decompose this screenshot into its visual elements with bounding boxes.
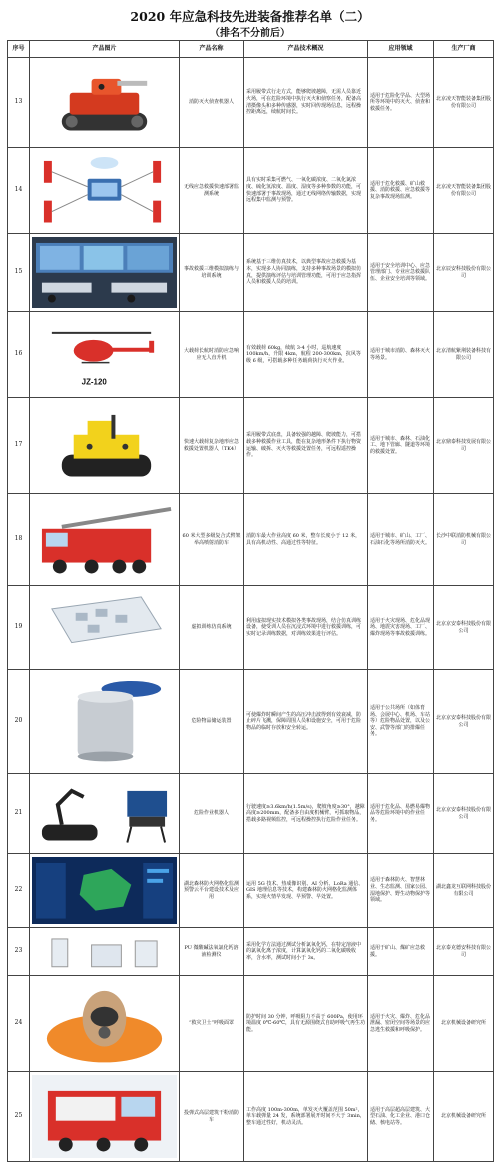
product-tech: 系统基于三维仿真技术，以典型事故应急救援为基本，实现多人协同演练，支持多种事故场景的模拟仿真，提供演练评估与培训管理功能，可用于应急指挥人员和救援人员的培训。	[244, 234, 368, 312]
document-title: 2020 年应急科技先进装备推荐名单（二）	[130, 9, 370, 24]
product-field: 适用于危险化学品、大型场所等环境中的灭火、侦查和救援任务。	[368, 58, 434, 148]
product-name: 事故救援三维模拟演练与培训系统	[180, 234, 244, 312]
product-field: 适用于危化救援、矿山救援、消防救援、应急救援等复杂事故现场监测。	[368, 148, 434, 234]
product-field: 适用于危化品、易燃易爆物品等危险环境中的作业任务。	[368, 774, 434, 854]
header-image: 产品图片	[30, 41, 180, 58]
product-image	[30, 976, 180, 1072]
helicopter-image	[32, 315, 177, 394]
product-maker: 北京鼎泰科技发展有限公司	[434, 398, 494, 494]
product-tech: 具有实时采集可燃气、一氧化碳浓度、二氧化氮浓度、硫化氢浓度、温度、湿度等多种参数的功能，可快速部署于事故现场，通过无线网络传输数据，实现远程集中监测与预警。	[244, 148, 368, 234]
product-image	[30, 398, 180, 494]
product-image	[30, 586, 180, 670]
fire-robot-image	[32, 61, 177, 144]
product-tech: 采用履带式行走方式，能够爬坡越障，无需人员靠近火场，可在危险环境中执行灭火和侦察任务，配备高清摄像头和多种传感器，实时回传现场信息，远程操控距离远，续航时间长。	[244, 58, 368, 148]
product-tech: 运用 5G 技术、热成像识别、AI 分析、LoRa 通信、GIS 地理信息等技术，构建森林防火网格化监测体系，实现火情早发现、早预警、早处置。	[244, 854, 368, 928]
product-field: 适用于火灾现场、危化品现场、地震灾害现场、工厂、爆炸现场等事故救援训练。	[368, 586, 434, 670]
row-number: 17	[8, 398, 30, 494]
product-field: 适用于火灾、爆炸、危化品泄漏、密闭空间等场景的应急逃生救援和呼吸保护。	[368, 976, 434, 1072]
document-subtitle: （排名不分前后）	[210, 28, 290, 39]
table-header-row	[8, 41, 494, 58]
row-number: 25	[8, 1072, 30, 1162]
product-image	[30, 670, 180, 774]
product-maker: 北京机械设备研究所	[434, 976, 494, 1072]
table-row	[8, 928, 494, 976]
product-maker: 北京京安泰科技股份有限公司	[434, 670, 494, 774]
row-number: 23	[8, 928, 30, 976]
product-tech: 利用虚拟现实技术模拟各类事故现场，结合仿真训练设备，使受训人员在沉浸式环境中进行救援训练，可实时记录训练数据，对训练效果进行评估。	[244, 586, 368, 670]
row-number: 24	[8, 976, 30, 1072]
product-field: 适用于安全培训中心、应急管理部门、专业应急救援队伍、企业安全培训等领域。	[368, 234, 434, 312]
table-row	[8, 854, 494, 928]
product-image	[30, 312, 180, 398]
product-field: 适用于矿山、煤矿应急救援。	[368, 928, 434, 976]
hazard-robot-image	[32, 777, 177, 850]
row-number: 13	[8, 58, 30, 148]
product-image	[30, 494, 180, 586]
breathing-mask-image	[32, 979, 177, 1068]
product-maker: 湖北鑫龙互联网科技股份有限公司	[434, 854, 494, 928]
table-row	[8, 1072, 494, 1162]
svg-text:JZ-120: JZ-120	[81, 377, 107, 387]
product-name: 虚拟训练仿真系统	[180, 586, 244, 670]
product-tech: 采用化学方法通过测试分析氯氧化钙，在特定溶液中的氯氧化离子浓度，计算氯氧化钙的二氧化碳吸收率，含水率，测试时间小于 3s。	[244, 928, 368, 976]
product-name: 危险作业机器人	[180, 774, 244, 854]
table-row	[8, 234, 494, 312]
product-name: 快速大载荷复杂地形应急救援处置机器人（TK4）	[180, 398, 244, 494]
product-image	[30, 1072, 180, 1162]
row-number: 14	[8, 148, 30, 234]
row-number: 22	[8, 854, 30, 928]
product-maker: 北京泰克德安科技有限公司	[434, 928, 494, 976]
product-maker: 北京京安泰科技股份有限公司	[434, 586, 494, 670]
table-row	[8, 586, 494, 670]
product-tech: 工作高度 100m-300m，单发灭火覆盖范围 50m²，单车载弹量 24 发，系统部署展开时间不大于 3min，整车通过性好，机动灵活。	[244, 1072, 368, 1162]
product-name: 60 米大型多级复合式臂架举高喷射消防车	[180, 494, 244, 586]
table-row	[8, 148, 494, 234]
product-maker: 北京辰安科技股份有限公司	[434, 234, 494, 312]
product-maker: 北京清航紫荆装备科技有限公司	[434, 312, 494, 398]
product-field: 适用于城市消防、森林灭火等场景。	[368, 312, 434, 398]
product-field: 适用于城市、矿山、工厂、石油石化等场所消防灭火。	[368, 494, 434, 586]
row-number: 19	[8, 586, 30, 670]
product-tech: 采用履带式底盘，具备较强的越障、爬坡能力，可搭载多种救援作业工具，能在复杂地形条件下执行物资运输、破拆、灭火等救援处置任务，可远程遥控操作。	[244, 398, 368, 494]
product-image	[30, 928, 180, 976]
product-name: “救灾卫士”呼吸面罩	[180, 976, 244, 1072]
product-field: 适用于公共场所（如体育场、会展中心、机场、车站等）危险物品处置，以及公安、武警等部门的排爆任务。	[368, 670, 434, 774]
product-name: 无线应急救援快速部署监测系统	[180, 148, 244, 234]
row-number: 16	[8, 312, 30, 398]
header-no: 序号	[8, 41, 30, 58]
containment-vessel-image	[32, 673, 177, 770]
table-row	[8, 670, 494, 774]
product-name: 投弹式高层建筑干粉消防车	[180, 1072, 244, 1162]
row-number: 20	[8, 670, 30, 774]
training-floorplan-image	[32, 589, 177, 666]
row-number: 15	[8, 234, 30, 312]
product-maker: 北京机械设备研究所	[434, 1072, 494, 1162]
table-row	[8, 494, 494, 586]
product-image	[30, 774, 180, 854]
table-row	[8, 58, 494, 148]
product-field: 适用于森林防火、智慧林业、生态监测、国家公园、湿地保护、野生动物保护等领域。	[368, 854, 434, 928]
product-tech: 消防车最大作业高度 60 米，整车长度小于 12 米，具有高机动性、高通过性等特征。	[244, 494, 368, 586]
detector-instrument-image	[32, 931, 177, 973]
monitoring-system-image	[32, 151, 177, 230]
product-maker: 长沙中联消防机械有限公司	[434, 494, 494, 586]
product-field: 适用于高层超高层建筑、大型石油、化工企业、港口仓储、核电站等。	[368, 1072, 434, 1162]
product-tech: 行驶速度≥3.6km/h(1.5m/s)，爬坡角度≥30°，越障高度≥200mm，配备多自由度机械臂，可抓取物品，搭载多路视频监控，可远程操控执行危险作业任务。	[244, 774, 368, 854]
launcher-truck-image	[32, 1075, 177, 1158]
product-tech: 防护时间 30 分钟，呼吸阻力不高于 600Pa，使用环境温度 0℃-60℃，具有无源围绕式自助呼吸气再生功能。	[244, 976, 368, 1072]
product-image	[30, 234, 180, 312]
product-image	[30, 58, 180, 148]
product-maker: 北京凌天智能装备集团股份有限公司	[434, 148, 494, 234]
product-name: 消防灭火侦查机器人	[180, 58, 244, 148]
product-maker: 北京凌天智能装备集团股份有限公司	[434, 58, 494, 148]
product-image	[30, 148, 180, 234]
equipment-table	[7, 40, 494, 1162]
control-room-image	[32, 237, 177, 309]
product-image	[30, 854, 180, 928]
row-number: 21	[8, 774, 30, 854]
fire-truck-image	[32, 497, 177, 582]
product-name: 湖北森林防火网格化监测预警云平台建设技术及应用	[180, 854, 244, 928]
product-field: 适用于城市、森林、石油化工、地下管廊、隧道等环境的救援处置。	[368, 398, 434, 494]
product-tech: 有效载荷 60kg，续航 3-4 小时，巡航速度 100km/h，升限 4km，航程 200-300km，抗风等级 6 级，可搭载多种任务载荷执行灭火作业。	[244, 312, 368, 398]
table-row	[8, 312, 494, 398]
table-row	[8, 976, 494, 1072]
table-row	[8, 398, 494, 494]
product-name: PU 微酸碱法氧氯化钙溶液检测仪	[180, 928, 244, 976]
product-name: 危险物品储运装置	[180, 670, 244, 774]
header-tech: 产品技术概况	[244, 41, 368, 58]
header-maker: 生产厂商	[434, 41, 494, 58]
header-field: 应用领域	[368, 41, 434, 58]
table-row	[8, 774, 494, 854]
rescue-robot-image	[32, 401, 177, 490]
product-tech: 可使爆炸时瞬间产生的高压冲击波得到有效衰减，防止碎片飞溅，保障周围人员和设施安全，可用于危险物品的临时存放和安全转运。	[244, 670, 368, 774]
product-name: 大载荷长航时消防应急响应无人直升机	[180, 312, 244, 398]
row-number: 18	[8, 494, 30, 586]
header-name: 产品名称	[180, 41, 244, 58]
monitoring-dashboard-image	[32, 857, 177, 925]
product-maker: 北京京安泰科技股份有限公司	[434, 774, 494, 854]
